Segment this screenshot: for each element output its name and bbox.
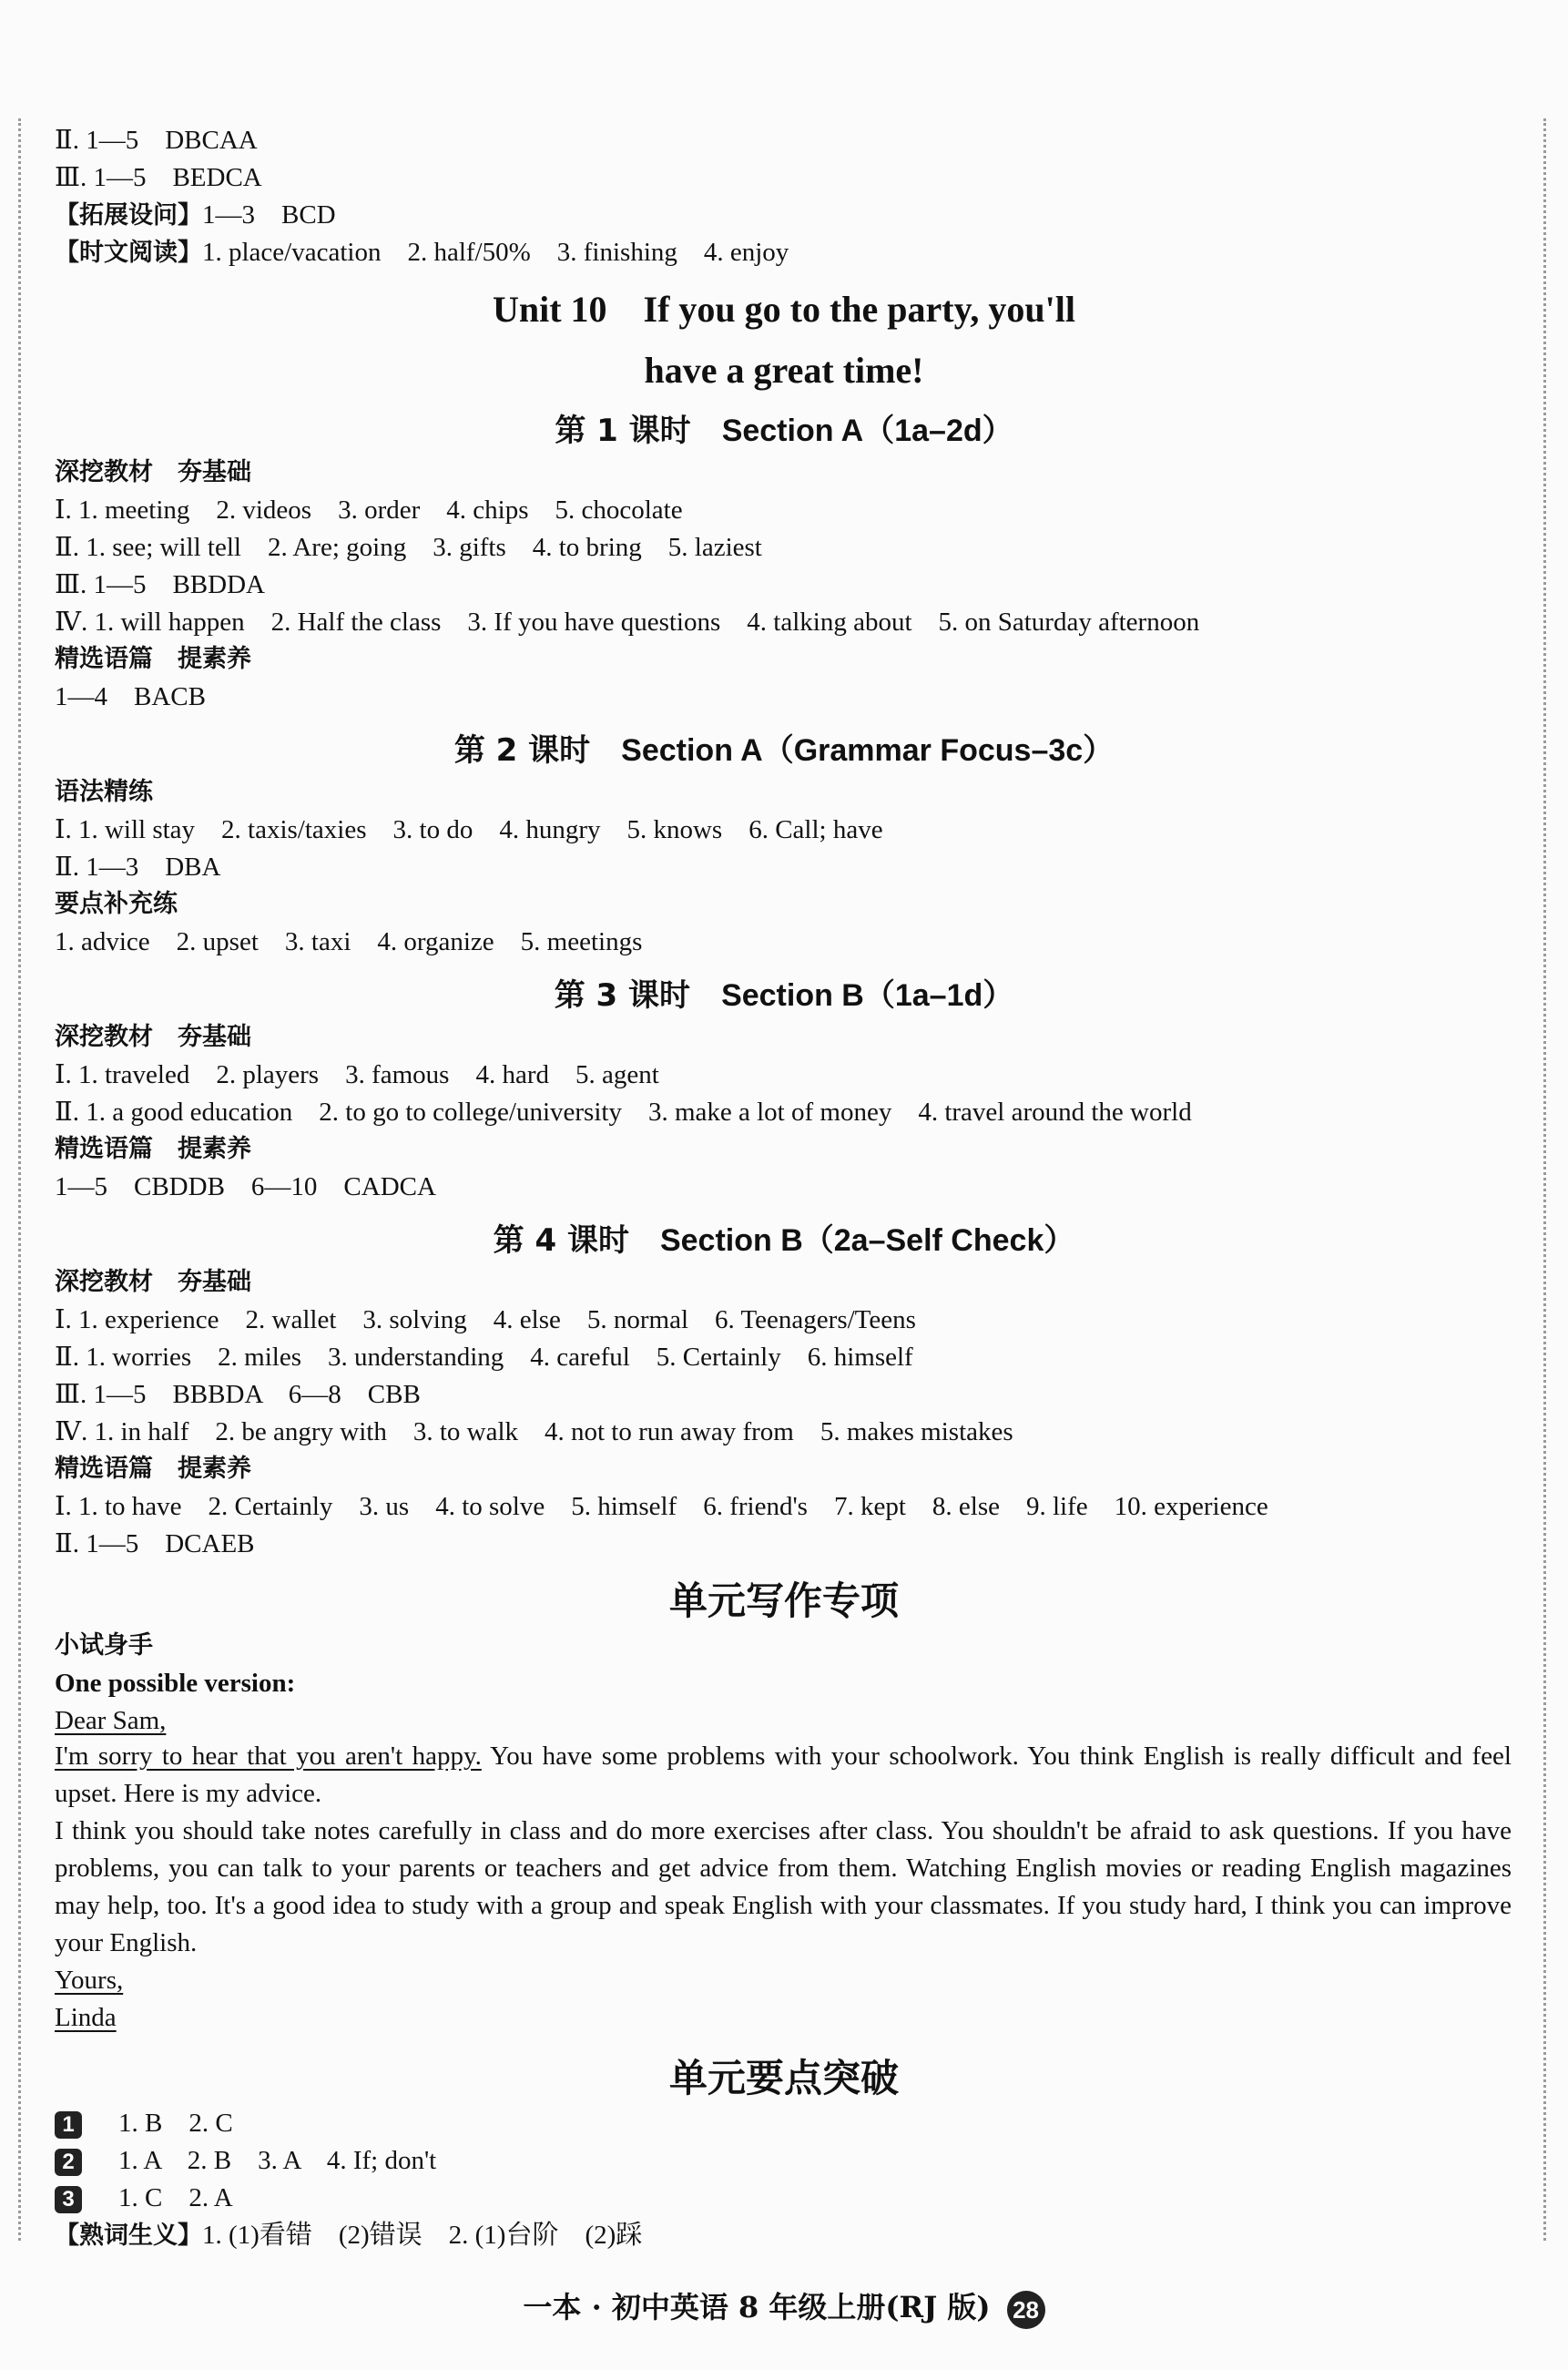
subsection-heading: 要点补充练 (55, 890, 178, 918)
answer-line: Ⅱ. 1—5 DCAEB (55, 1529, 255, 1558)
answer-line: Ⅰ. 1. will stay 2. taxis/taxies 3. to do 4. hungry 5. knows 6. Call; have (55, 815, 883, 844)
lesson-heading (0, 1221, 1568, 1261)
underlined-sentence: I'm sorry to hear that you aren't happy. (55, 1742, 482, 1771)
keypoint-item (55, 2106, 233, 2140)
letter-paragraph (55, 1738, 1512, 1813)
footer-text: 一本 · 初中英语 8 年级上册(RJ 版) (523, 2290, 991, 2324)
subsection-heading: 精选语篇 提素养 (55, 1455, 251, 1483)
answer-line: Ⅱ. 1. see; will tell 2. Are; going 3. gifts 4. to bring 5. laziest (55, 533, 762, 562)
keypoint-text: 1. A 2. B 3. A 4. If; don't (118, 2146, 437, 2175)
subsection-heading: 精选语篇 提素养 (55, 1135, 251, 1163)
answer-line (55, 198, 336, 233)
unit-title-line2: have a great time! (644, 350, 924, 391)
number-badge: 1 (55, 2111, 82, 2139)
subsection-heading: 语法精练 (55, 778, 153, 806)
answer-line: 1. advice 2. upset 3. taxi 4. organize 5. meetings (55, 927, 643, 956)
subsection-heading: 深挖教材 夯基础 (55, 1268, 251, 1296)
tag-label: 【熟词生义】 (55, 2222, 202, 2250)
keypoint-item (55, 2143, 436, 2178)
answer-line: Ⅳ. 1. will happen 2. Half the class 3. If you have questions 4. talking about 5. on Saturday afternoon (55, 608, 1200, 637)
lesson-number: 第 1 课时 (555, 413, 691, 449)
unit-title-line1: Unit 10 If you go to the party, you'll (492, 289, 1076, 330)
subsection-heading: 精选语篇 提素养 (55, 645, 251, 673)
number-badge: 2 (55, 2149, 82, 2176)
letter-greeting: Dear Sam, (55, 1706, 167, 1735)
letter-paragraph: I think you should take notes carefully in class and do more exercises after class. You shouldn't be afraid to ask questions. If you have problems, you can talk to your parents or teachers and get advice from them. Watching English movies or reading English magazines may help, too. It's a good idea to study with a group and speak English with your classmates. If you study hard, I think you can improve your English. (55, 1816, 1512, 1957)
section-title: Section A（Grammar Focus–3c） (621, 733, 1115, 768)
lesson-number: 第 4 课时 (493, 1222, 629, 1259)
lesson-heading (0, 731, 1568, 771)
section-title: Section B（2a–Self Check） (659, 1223, 1075, 1258)
tag-label: 【拓展设问】 (55, 201, 202, 230)
answer-text: 1. (1)看错 (2)错误 2. (1)台阶 (2)踩 (202, 2221, 643, 2250)
answer-text: 1—3 BCD (202, 200, 336, 230)
writing-section-title: 单元写作专项 (668, 1578, 899, 1623)
keypoints-section-title: 单元要点突破 (668, 2056, 899, 2100)
section-title: Section A（1a–2d） (721, 414, 1013, 448)
answer-line: Ⅳ. 1. in half 2. be angry with 3. to walk 4. not to run away from 5. makes mistakes (55, 1417, 1013, 1446)
answer-line (55, 2218, 642, 2253)
answer-text: 1. place/vacation 2. half/50% 3. finishing 4. enjoy (202, 238, 789, 267)
letter-closing: Yours, (55, 1966, 124, 1995)
lesson-heading (0, 412, 1568, 451)
subsection-heading: 深挖教材 夯基础 (55, 458, 251, 486)
answer-line: Ⅲ. 1—5 BBDDA (55, 570, 265, 599)
answer-line: Ⅰ. 1. experience 2. wallet 3. solving 4. else 5. normal 6. Teenagers/Teens (55, 1305, 916, 1334)
page-footer (0, 2284, 1568, 2329)
answer-line: 1—5 CBDDB 6—10 CADCA (55, 1172, 436, 1201)
answer-line: Ⅱ. 1—3 DBA (55, 853, 221, 882)
answer-line: 1—4 BACB (55, 682, 206, 711)
answer-line: Ⅲ. 1—5 BEDCA (55, 163, 262, 192)
answer-line: Ⅰ. 1. to have 2. Certainly 3. us 4. to solve 5. himself 6. friend's 7. kept 8. else 9. life 10. experience (55, 1492, 1268, 1521)
page-number-badge: 28 (1007, 2291, 1045, 2329)
keypoint-text: 1. C 2. A (118, 2183, 233, 2212)
keypoint-item (55, 2181, 233, 2215)
answer-line (55, 235, 789, 271)
lesson-number: 第 3 课时 (554, 977, 691, 1014)
answer-line: Ⅰ. 1. traveled 2. players 3. famous 4. hard 5. agent (55, 1060, 659, 1089)
answer-line: Ⅲ. 1—5 BBBDA 6—8 CBB (55, 1380, 421, 1409)
number-badge: 3 (55, 2186, 82, 2213)
answer-line: Ⅰ. 1. meeting 2. videos 3. order 4. chips 5. chocolate (55, 495, 683, 525)
answer-line: Ⅱ. 1. a good education 2. to go to college/university 3. make a lot of money 4. travel around the world (55, 1098, 1192, 1127)
subsection-heading: 小试身手 (55, 1631, 153, 1660)
version-label: One possible version: (55, 1669, 296, 1698)
letter-signature: Linda (55, 2003, 117, 2032)
lesson-heading (0, 976, 1568, 1016)
keypoint-text: 1. B 2. C (118, 2109, 233, 2138)
answer-line: Ⅱ. 1. worries 2. miles 3. understanding 4. careful 5. Certainly 6. himself (55, 1343, 913, 1372)
lesson-number: 第 2 课时 (453, 732, 591, 769)
answer-line: Ⅱ. 1—5 DBCAA (55, 126, 258, 155)
paragraph-text: You have some problems with your schoolwork. You think English is really difficult and feel upset. Here is my advice. (55, 1742, 1512, 1808)
tag-label: 【时文阅读】 (55, 239, 202, 267)
subsection-heading: 深挖教材 夯基础 (55, 1023, 251, 1051)
section-title: Section B（1a–1d） (721, 978, 1014, 1013)
